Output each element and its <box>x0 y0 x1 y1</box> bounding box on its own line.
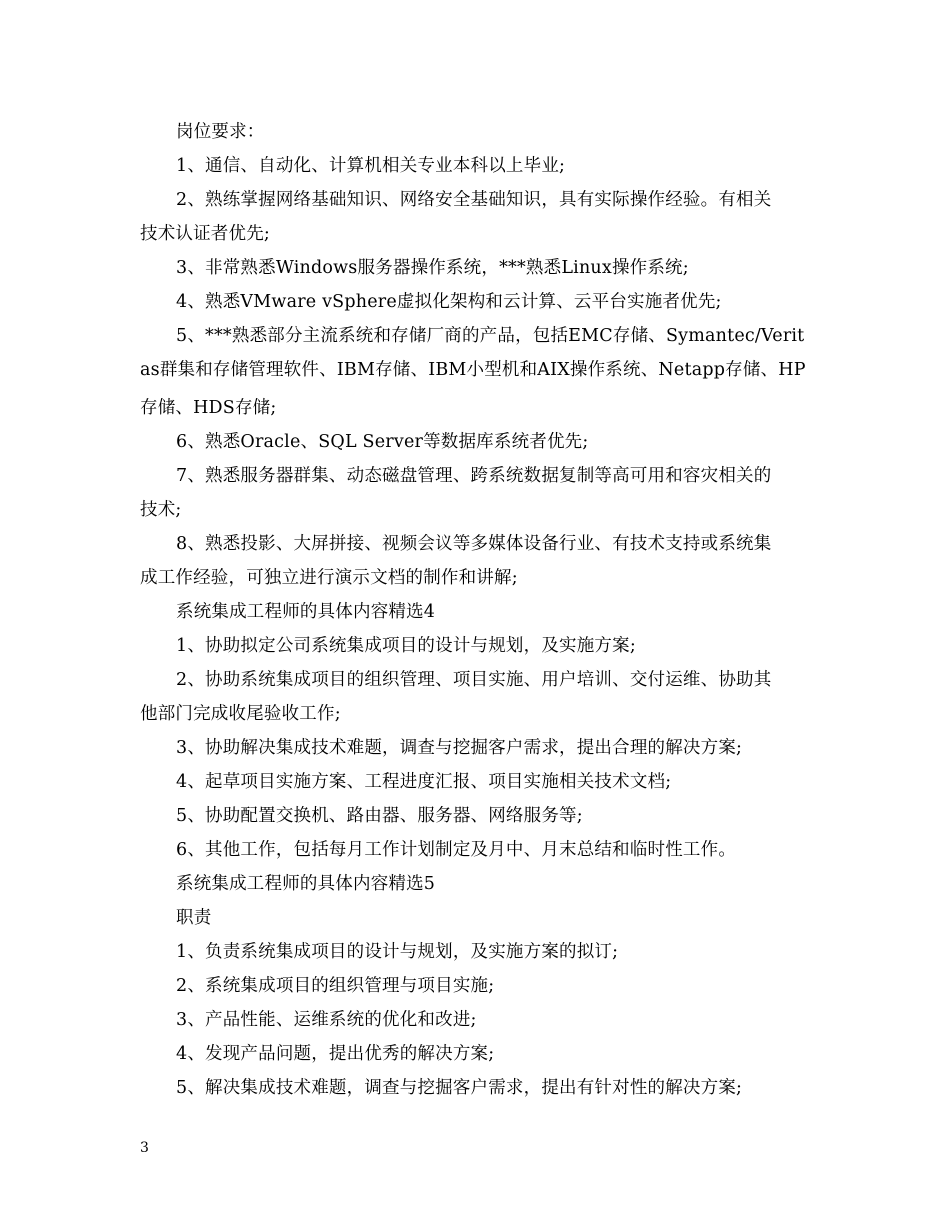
text-line: 8、熟悉投影、大屏拼接、视频会议等多媒体设备行业、有技术支持或系统集 <box>176 534 772 554</box>
text-line: 6、其他工作，包括每月工作计划制定及月中、月末总结和临时性工作。 <box>176 840 737 860</box>
text-line: 岗位要求： <box>176 122 265 142</box>
text-line: 3、协助解决集成技术难题，调查与挖掘客户需求，提出合理的解决方案; <box>176 738 743 758</box>
page-number: 3 <box>140 1140 149 1156</box>
text-line: 3、产品性能、运维系统的优化和改进; <box>176 1010 477 1030</box>
text-line: 4、熟悉VMware vSphere虚拟化架构和云计算、云平台实施者优先; <box>176 292 722 312</box>
text-line: 2、系统集成项目的组织管理与项目实施; <box>176 976 495 996</box>
text-line: 1、通信、自动化、计算机相关专业本科以上毕业; <box>176 156 566 176</box>
text-line: 3、非常熟悉Windows服务器操作系统，***熟悉Linux操作系统; <box>176 258 689 278</box>
text-line: 4、起草项目实施方案、工程进度汇报、项目实施相关技术文档; <box>176 772 672 792</box>
text-line: 技术认证者优先; <box>140 224 270 244</box>
text-line: 4、发现产品问题，提出优秀的解决方案; <box>176 1044 495 1064</box>
text-line: 6、熟悉Oracle、SQL Server等数据库系统者优先; <box>176 432 589 452</box>
text-line: 他部门完成收尾验收工作; <box>140 704 341 724</box>
text-line: 5、解决集成技术难题，调查与挖掘客户需求，提出有针对性的解决方案; <box>176 1078 743 1098</box>
text-line: 2、熟练掌握网络基础知识、网络安全基础知识，具有实际操作经验。有相关 <box>176 190 772 210</box>
text-line: 1、协助拟定公司系统集成项目的设计与规划，及实施方案; <box>176 636 636 656</box>
text-line: 2、协助系统集成项目的组织管理、项目实施、用户培训、交付运维、协助其 <box>176 670 772 690</box>
text-line: 5、协助配置交换机、路由器、服务器、网络服务等; <box>176 806 583 826</box>
text-line: as群集和存储管理软件、IBM存储、IBM小型机和AIX操作系统、Netapp存储、HP <box>140 360 806 380</box>
text-line: 存储、HDS存储; <box>140 398 277 418</box>
text-line: 1、负责系统集成项目的设计与规划，及实施方案的拟订; <box>176 942 619 962</box>
section-heading: 系统集成工程师的具体内容精选5 <box>176 874 436 894</box>
text-line: 技术; <box>140 500 182 520</box>
subheading: 职责 <box>176 908 212 928</box>
text-line: 5、***熟悉部分主流系统和存储厂商的产品，包括EMC存储、Symantec/Verit <box>176 326 805 346</box>
text-line: 7、熟悉服务器群集、动态磁盘管理、跨系统数据复制等高可用和容灾相关的 <box>176 466 772 486</box>
text-line: 成工作经验，可独立进行演示文档的制作和讲解; <box>140 568 518 588</box>
section-heading: 系统集成工程师的具体内容精选4 <box>176 602 436 622</box>
